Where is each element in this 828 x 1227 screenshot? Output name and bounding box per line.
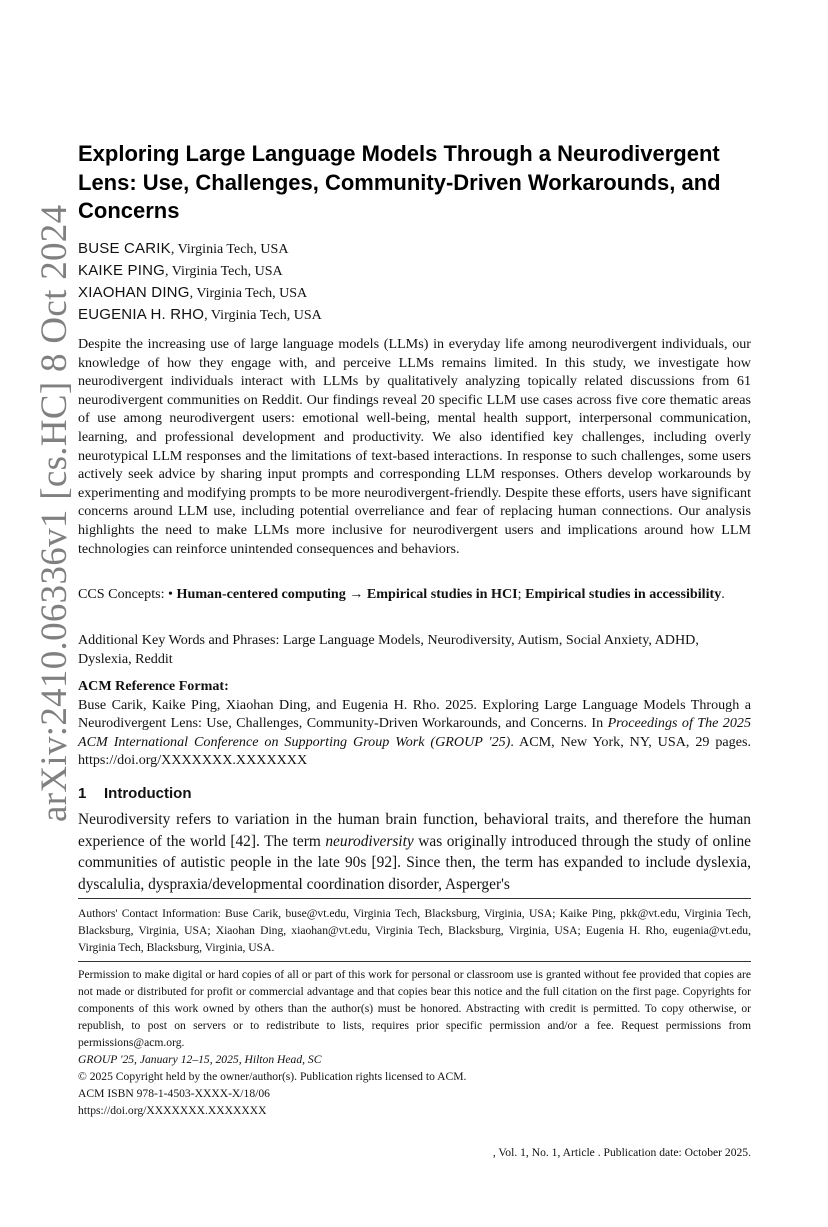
acm-reference-text — [78, 696, 751, 770]
isbn-line: ACM ISBN 978-1-4503-XXXX-X/18/06 — [78, 1087, 270, 1100]
paper-title: Exploring Large Language Models Through a Neurodivergent Lens: Use, Challenges, Community-Driven Workarounds, and Concerns — [78, 141, 721, 223]
page-footer: , Vol. 1, No. 1, Article . Publication date: October 2025. — [492, 1146, 751, 1159]
acm-reference-publisher: . ACM, New York, NY, USA, 29 pages. https://doi.org/XXXXXXX.XXXXXXX — [78, 733, 751, 769]
ccs-separator: ; — [517, 586, 526, 602]
conference-info — [78, 1051, 751, 1068]
acm-reference-heading: ACM Reference Format: — [78, 678, 229, 694]
section-title: Introduction — [104, 785, 192, 802]
intro-term: neurodiversity — [325, 832, 414, 850]
conference-name: GROUP '25, January 12–15, 2025, Hilton Head, SC — [78, 1053, 322, 1066]
acm-reference-venue: Proceedings of The 2025 ACM International Conference on Supporting Group Work (GROUP '25) — [78, 715, 751, 750]
author-2 — [78, 260, 322, 282]
ccs-label: CCS Concepts: • — [78, 586, 177, 602]
author-3 — [78, 282, 322, 304]
author-affiliation: , Virginia Tech, USA — [165, 264, 283, 279]
author-contact-info: Authors' Contact Information: Buse Carik, buse@vt.edu, Virginia Tech, Blacksburg, Virginia, USA; Kaike Ping, pkk@vt.edu, Virginia Tech, Blacksburg, Virginia, USA; Xiaohan Ding, xiaohan@vt.edu, Virginia Tech, Blacksburg, Virginia, USA; Eugenia H. Rho, eugenia@vt.edu, Virginia Tech, Blacksburg, Virginia, USA. — [78, 907, 751, 954]
author-affiliation: , Virginia Tech, USA — [204, 308, 322, 323]
intro-text: Neurodiversity refers to variation in the human brain function, behavioral traits, and therefore the human experience of the world [42]. The term — [78, 811, 751, 850]
ccs-concepts — [78, 585, 751, 604]
author-4 — [78, 304, 322, 326]
section-number: 1 — [78, 785, 87, 802]
footnote-divider — [78, 898, 751, 899]
arxiv-stamp: arXiv:2410.06336v1 [cs.HC] 8 Oct 2024 — [34, 204, 75, 822]
ccs-concept-2: Empirical studies in accessibility — [525, 586, 722, 602]
section-heading-introduction — [78, 785, 191, 802]
author-affiliation: , Virginia Tech, USA — [170, 242, 289, 257]
permission-block — [78, 966, 751, 1119]
ccs-end: . — [721, 586, 725, 602]
author-name: KAIKE PING — [78, 262, 166, 279]
author-affiliation: , Virginia Tech, USA — [189, 286, 308, 301]
ccs-concept-1: Human-centered computing → Empirical studies in HCI — [176, 586, 518, 602]
keywords: Additional Key Words and Phrases: Large Language Models, Neurodiversity, Autism, Social Anxiety, ADHD, Dyslexia, Reddit — [78, 632, 699, 667]
copyright-line: © 2025 Copyright held by the owner/author(s). Publication rights licensed to ACM. — [78, 1070, 467, 1083]
author-name: EUGENIA H. RHO — [78, 306, 205, 323]
abstract: Despite the increasing use of large language models (LLMs) in everyday life among neurodivergent individuals, our knowledge of how they engage with, and perceive LLMs remains limited. In this study, we investigate how neurodivergent individuals interact with LLMs by qualitatively analyzing topically related discussions from 61 neurodivergent communities on Reddit. Our findings reveal 20 specific LLM use cases across five core thematic areas of use among neurodivergent users: emotional well-being, mental health support, interpersonal communication, learning, and professional development and productivity. We also identified key challenges, including overly neurotypical LLM responses and the limitations of text-based interactions. In response to such challenges, some users actively seek advice by sharing input prompts and corresponding LLM responses. Others develop workarounds by experimenting and modifying prompts to be more neurodivergent-friendly. Despite these efforts, users have significant concerns around LLM use, including potential overreliance and fear of replacing human connections. Our analysis highlights the need to make LLMs more inclusive for neurodivergent users and implications around how LLM technologies can reinforce unintended consequences and behaviors. — [78, 336, 751, 557]
acm-reference-citation: Buse Carik, Kaike Ping, Xiaohan Ding, and Eugenia H. Rho. 2025. Exploring Large Language Models Through a Neurodivergent Lens: Use, Challenges, Community-Driven Workarounds, and Concerns. In — [78, 696, 751, 732]
permission-statement: Permission to make digital or hard copies of all or part of this work for personal or classroom use is granted without fee provided that copies are not made or distributed for profit or commercial advantage and that copies bear this notice and the full citation on the first page. Copyrights for components of this work owned by others than the author(s) must be honored. Abstracting with credit is permitted. To copy otherwise, or republish, to post on servers or to redistribute to lists, requires prior specific permission and/or a fee. Request permissions from permissions@acm.org. — [78, 968, 751, 1049]
introduction-paragraph — [78, 809, 751, 895]
intro-text-cont: was originally introduced through the study of online communities of autistic people in the late 90s [92]. Since then, the term has expanded to include dyslexia, dyscalulia, dyspraxia/developmental coordination disorder, Asperger's — [78, 832, 751, 893]
author-name: XIAOHAN DING — [78, 284, 190, 301]
doi-link[interactable]: https://doi.org/XXXXXXX.XXXXXXX — [78, 1104, 267, 1117]
author-name: BUSE CARIK — [78, 240, 171, 257]
author-1 — [78, 238, 322, 260]
author-list — [78, 238, 322, 326]
permission-divider — [78, 961, 751, 962]
acm-reference — [78, 677, 751, 770]
